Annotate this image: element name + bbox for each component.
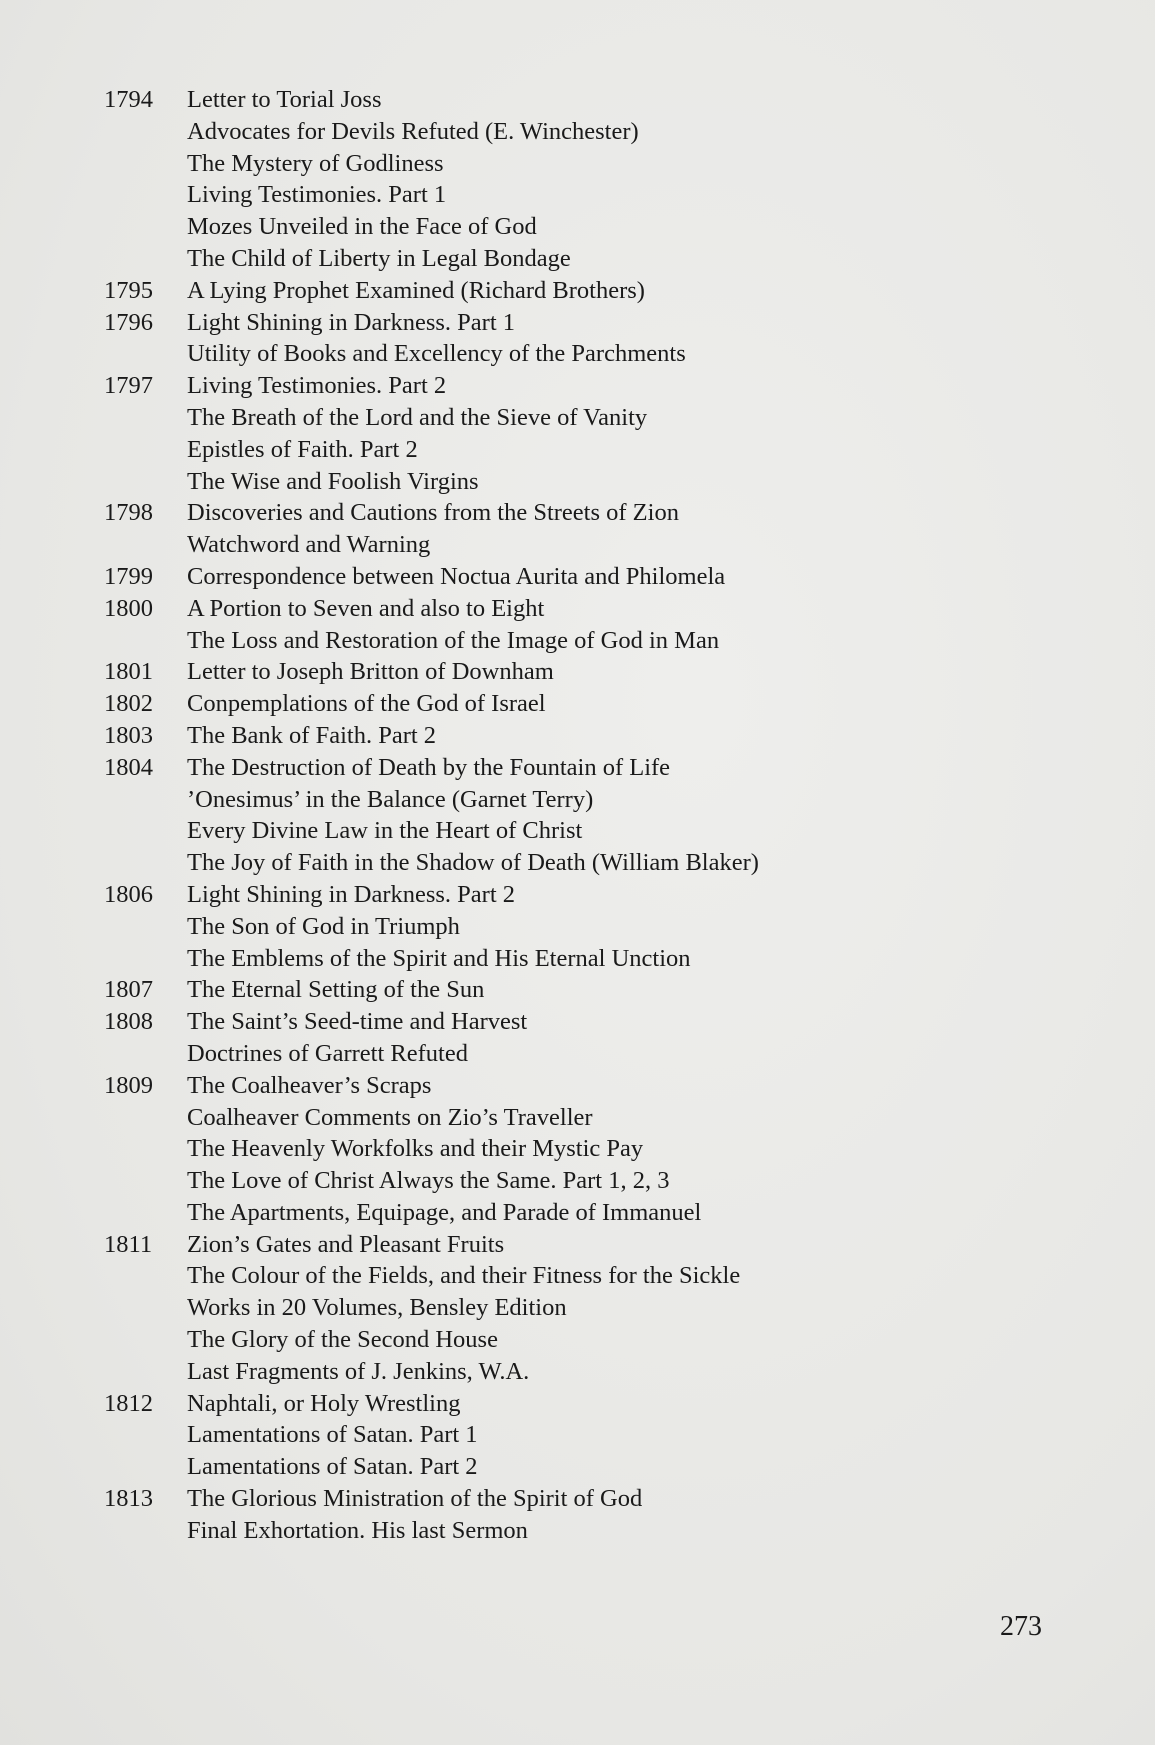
entry-title: The Eternal Setting of the Sun (187, 976, 485, 1004)
list-item (104, 879, 1104, 911)
entry-title: Light Shining in Darkness. Part 1 (187, 308, 516, 336)
entry-title: Naphtali, or Holy Wrestling (187, 1389, 461, 1417)
list-item (104, 1006, 1104, 1038)
entry-title: Letter to Joseph Britton of Downham (187, 658, 554, 686)
entry-year: 1798 (104, 499, 153, 527)
entry-title: Advocates for Devils Refuted (E. Winchester) (187, 117, 639, 145)
entry-title: Utility of Books and Excellency of the Parchments (187, 340, 686, 368)
entry-title: The Destruction of Death by the Fountain of Life (187, 753, 671, 781)
entry-title: The Mystery of Godliness (187, 149, 444, 177)
entry-title: The Glory of the Second House (187, 1326, 498, 1354)
entry-title: The Colour of the Fields, and their Fitness for the Sickle (187, 1262, 741, 1290)
list-item (104, 688, 1104, 720)
entry-title: Coalheaver Comments on Zio’s Traveller (187, 1103, 593, 1131)
entry-year: 1801 (104, 658, 153, 686)
entry-year: 1802 (104, 690, 153, 718)
entry-title: Epistles of Faith. Part 2 (187, 435, 418, 463)
list-item (104, 529, 1104, 561)
list-item (104, 1292, 1104, 1324)
list-item (104, 84, 1104, 116)
entry-title: The Emblems of the Spirit and His Eternal Unction (187, 944, 691, 972)
entry-year: 1813 (104, 1485, 153, 1513)
entry-year: 1794 (104, 86, 153, 113)
entry-title: The Loss and Restoration of the Image of God in Man (187, 626, 720, 654)
entry-title: The Love of Christ Always the Same. Part 1, 2, 3 (187, 1167, 670, 1195)
entry-title: Works in 20 Volumes, Bensley Edition (187, 1294, 567, 1322)
entry-title: Correspondence between Noctua Aurita and Philomela (187, 562, 726, 590)
entry-title: Final Exhortation. His last Sermon (187, 1516, 528, 1544)
entry-year: 1811 (104, 1230, 153, 1258)
list-item (104, 1483, 1104, 1515)
list-item (104, 561, 1104, 593)
entry-title: Watchword and Warning (187, 531, 431, 559)
entry-year: 1797 (104, 372, 153, 400)
entry-year: 1808 (104, 1008, 153, 1036)
list-item (104, 1451, 1104, 1483)
list-item (104, 179, 1104, 211)
list-item (104, 148, 1104, 180)
list-item (104, 243, 1104, 275)
list-item (104, 752, 1104, 784)
entry-year: 1812 (104, 1389, 153, 1417)
entry-title: The Son of God in Triumph (187, 912, 460, 940)
entry-year: 1807 (104, 976, 153, 1004)
entry-title: The Breath of the Lord and the Sieve of Vanity (187, 403, 648, 431)
entry-title: The Glorious Ministration of the Spirit of God (187, 1485, 643, 1513)
list-item (104, 847, 1104, 879)
entry-title: Every Divine Law in the Heart of Christ (187, 817, 583, 845)
list-item (104, 1356, 1104, 1388)
entry-title: Living Testimonies. Part 2 (187, 372, 447, 400)
entry-title: The Child of Liberty in Legal Bondage (187, 244, 571, 272)
entry-title: A Lying Prophet Examined (Richard Brothers) (187, 276, 645, 304)
list-item (104, 1229, 1104, 1261)
list-item (104, 1133, 1104, 1165)
list-item (104, 1260, 1104, 1292)
entry-title: The Wise and Foolish Virgins (187, 467, 479, 495)
entry-title: Living Testimonies. Part 1 (187, 181, 447, 209)
list-item (104, 1070, 1104, 1102)
entry-title: Lamentations of Satan. Part 2 (187, 1453, 478, 1481)
list-item (104, 275, 1104, 307)
entry-title: The Heavenly Workfolks and their Mystic Pay (187, 1135, 644, 1163)
entry-title: Lamentations of Satan. Part 1 (187, 1421, 478, 1449)
list-item (104, 1102, 1104, 1134)
list-item (104, 720, 1104, 752)
list-item (104, 338, 1104, 370)
list-item (104, 656, 1104, 688)
entry-title: The Saint’s Seed-time and Harvest (187, 1008, 528, 1036)
list-item (104, 784, 1104, 816)
entry-year: 1795 (104, 276, 153, 304)
list-item (104, 1165, 1104, 1197)
list-item (104, 370, 1104, 402)
list-item (104, 466, 1104, 498)
list-item (104, 974, 1104, 1006)
list-item (104, 211, 1104, 243)
list-item (104, 911, 1104, 943)
entry-year: 1796 (104, 308, 153, 336)
list-item (104, 1388, 1104, 1420)
entry-title: The Joy of Faith in the Shadow of Death (William Blaker) (187, 849, 759, 877)
list-item (104, 943, 1104, 975)
list-item (104, 1197, 1104, 1229)
entry-title: The Coalheaver’s Scraps (187, 1071, 432, 1099)
list-item (104, 593, 1104, 625)
list-item (104, 1038, 1104, 1070)
list-item (104, 497, 1104, 529)
entry-title: Letter to Torial Joss (187, 86, 382, 113)
list-item (104, 815, 1104, 847)
list-item (104, 1324, 1104, 1356)
entry-year: 1799 (104, 562, 153, 590)
entry-title: Discoveries and Cautions from the Streets of Zion (187, 499, 679, 527)
list-item (104, 402, 1104, 434)
entry-title: Mozes Unveiled in the Face of God (187, 213, 537, 241)
entry-title: The Bank of Faith. Part 2 (187, 721, 437, 749)
list-item (104, 307, 1104, 339)
entry-year: 1809 (104, 1071, 153, 1099)
entry-year: 1804 (104, 753, 153, 781)
list-item (104, 116, 1104, 148)
entry-title: ’Onesimus’ in the Balance (Garnet Terry) (187, 785, 594, 813)
entry-title: The Apartments, Equipage, and Parade of Immanuel (187, 1198, 702, 1226)
entry-title: Doctrines of Garrett Refuted (187, 1039, 468, 1067)
list-item (104, 625, 1104, 657)
entry-title: Conpemplations of the God of Israel (187, 690, 546, 718)
entry-title: A Portion to Seven and also to Eight (187, 594, 545, 622)
entry-title: Last Fragments of J. Jenkins, W.A. (187, 1357, 530, 1385)
page-number: 273 (1000, 1611, 1042, 1642)
entry-year: 1800 (104, 594, 153, 622)
list-item (104, 1419, 1104, 1451)
list-item (104, 1515, 1104, 1547)
list-item (104, 434, 1104, 466)
entry-title: Light Shining in Darkness. Part 2 (187, 880, 516, 908)
chronological-works-list (104, 84, 1104, 1547)
entry-title: Zion’s Gates and Pleasant Fruits (187, 1230, 505, 1258)
entry-year: 1803 (104, 721, 153, 749)
entry-year: 1806 (104, 880, 153, 908)
